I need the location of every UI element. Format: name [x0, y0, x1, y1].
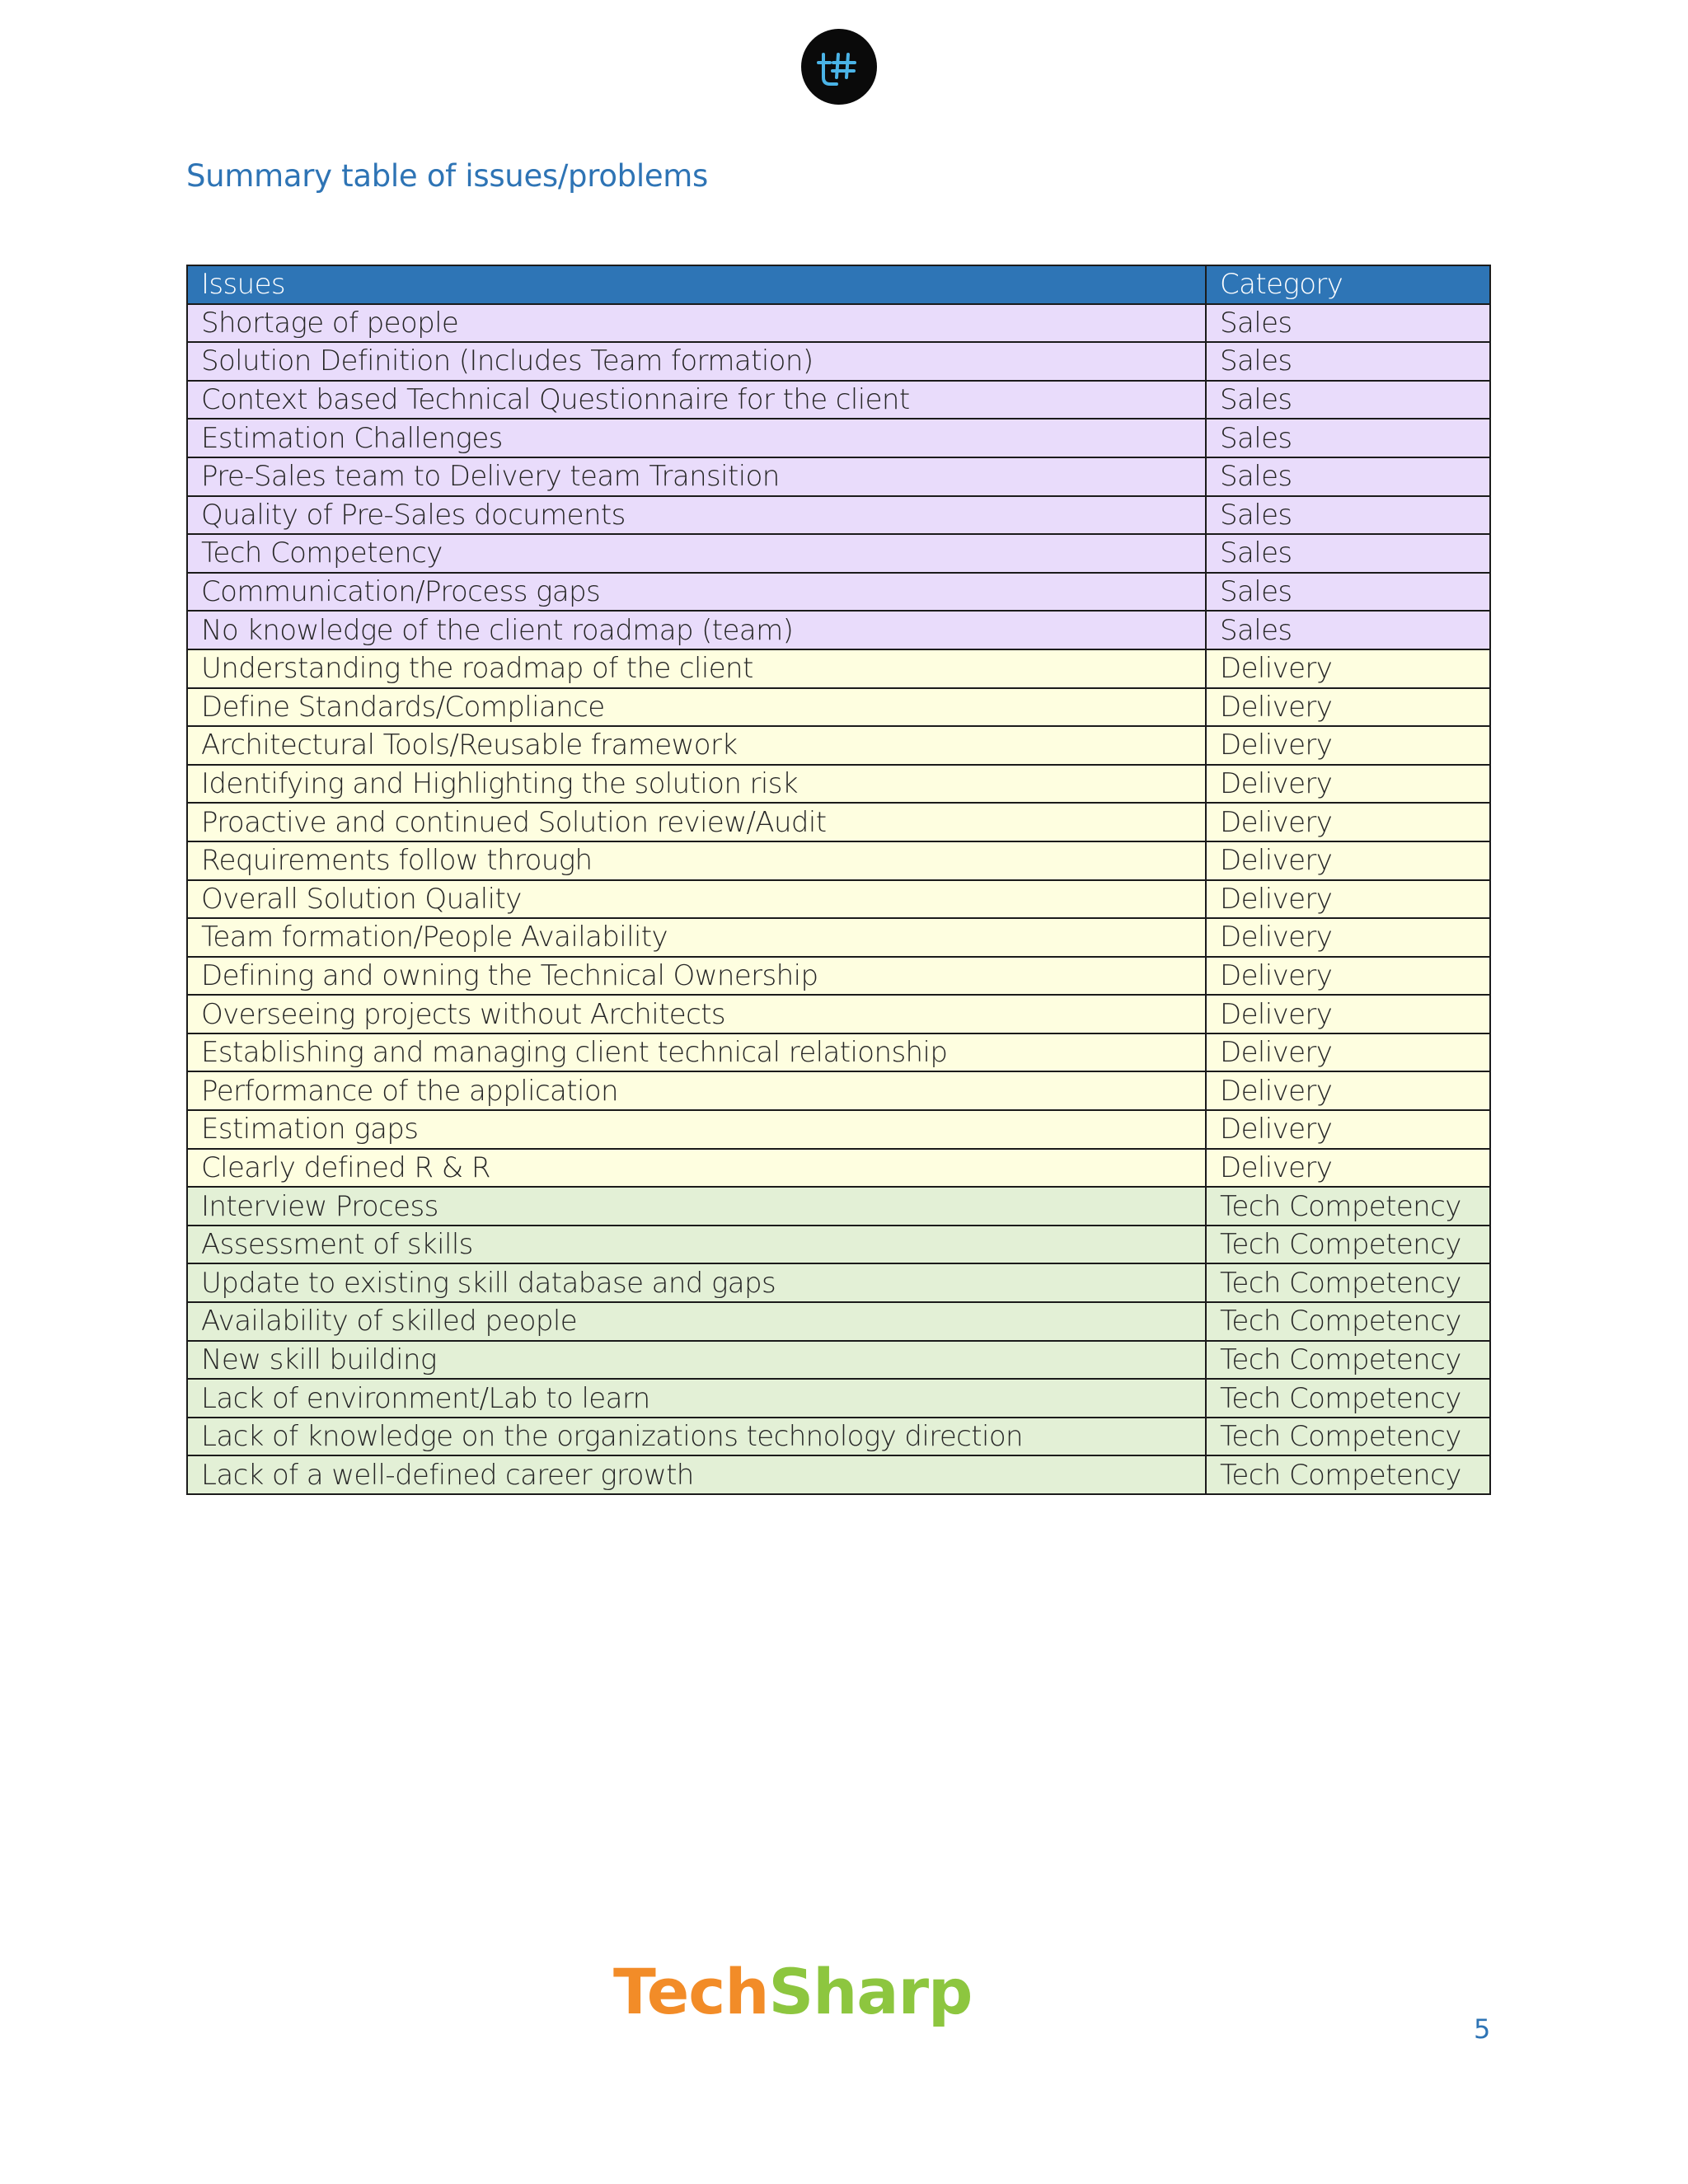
issue-cell: Requirements follow through	[187, 841, 1206, 880]
issue-cell: Defining and owning the Technical Ownership	[187, 957, 1206, 996]
brand-name-sharp: Sharp	[768, 1955, 973, 2028]
category-cell: Sales	[1206, 457, 1490, 496]
table-row	[187, 688, 1490, 727]
category-cell: Delivery	[1206, 688, 1490, 727]
table-row	[187, 803, 1490, 841]
page-number: 5	[1474, 2013, 1491, 2045]
issue-cell: Establishing and managing client technical relationship	[187, 1033, 1206, 1072]
category-cell: Delivery	[1206, 765, 1490, 804]
table-row	[187, 841, 1490, 880]
issue-cell: Team formation/People Availability	[187, 918, 1206, 957]
table-row	[187, 1379, 1490, 1418]
table-row	[187, 496, 1490, 535]
category-cell: Sales	[1206, 304, 1490, 343]
hashtag-logo-glyph	[815, 43, 863, 91]
issue-cell: Context based Technical Questionnaire for the client	[187, 381, 1206, 419]
category-cell: Tech Competency	[1206, 1455, 1490, 1494]
table-row	[187, 1071, 1490, 1110]
table-row	[187, 1033, 1490, 1072]
table-row	[187, 995, 1490, 1033]
category-cell: Sales	[1206, 419, 1490, 457]
table-row	[187, 457, 1490, 496]
category-cell: Sales	[1206, 611, 1490, 649]
table-row	[187, 342, 1490, 381]
issue-cell: New skill building	[187, 1341, 1206, 1380]
category-cell: Delivery	[1206, 957, 1490, 996]
table-row	[187, 1341, 1490, 1380]
category-cell: Delivery	[1206, 1149, 1490, 1188]
issue-cell: Performance of the application	[187, 1071, 1206, 1110]
category-cell: Tech Competency	[1206, 1341, 1490, 1380]
table-row	[187, 1263, 1490, 1302]
category-cell: Sales	[1206, 496, 1490, 535]
category-cell: Delivery	[1206, 995, 1490, 1033]
issue-cell: No knowledge of the client roadmap (team)	[187, 611, 1206, 649]
issue-cell: Define Standards/Compliance	[187, 688, 1206, 727]
issue-cell: Estimation Challenges	[187, 419, 1206, 457]
category-cell: Tech Competency	[1206, 1302, 1490, 1341]
category-cell: Sales	[1206, 573, 1490, 612]
issue-cell: Proactive and continued Solution review/Audit	[187, 803, 1206, 841]
issues-table-body	[187, 304, 1490, 1494]
issue-cell: Update to existing skill database and gaps	[187, 1263, 1206, 1302]
table-row	[187, 1149, 1490, 1188]
table-row	[187, 1187, 1490, 1226]
category-cell: Tech Competency	[1206, 1187, 1490, 1226]
section-title: Summary table of issues/problems	[186, 158, 709, 194]
category-cell: Sales	[1206, 342, 1490, 381]
category-cell: Delivery	[1206, 841, 1490, 880]
brand-name-tech: Tech	[613, 1955, 769, 2028]
table-row	[187, 534, 1490, 573]
issue-cell: Availability of skilled people	[187, 1302, 1206, 1341]
table-row	[187, 381, 1490, 419]
table-row	[187, 726, 1490, 765]
category-cell: Tech Competency	[1206, 1263, 1490, 1302]
issue-cell: Clearly defined R & R	[187, 1149, 1206, 1188]
category-cell: Delivery	[1206, 1110, 1490, 1149]
table-row	[187, 1110, 1490, 1149]
hashtag-logo-icon	[801, 29, 877, 105]
category-cell: Delivery	[1206, 1033, 1490, 1072]
category-cell: Delivery	[1206, 918, 1490, 957]
table-row	[187, 765, 1490, 804]
issues-table	[186, 265, 1491, 1495]
table-row	[187, 880, 1490, 919]
column-header-issues: Issues	[187, 265, 1206, 304]
issue-cell: Tech Competency	[187, 534, 1206, 573]
issue-cell: Assessment of skills	[187, 1226, 1206, 1264]
category-cell: Delivery	[1206, 1071, 1490, 1110]
issue-cell: Interview Process	[187, 1187, 1206, 1226]
issue-cell: Overall Solution Quality	[187, 880, 1206, 919]
category-cell: Delivery	[1206, 649, 1490, 688]
table-row	[187, 1418, 1490, 1456]
category-cell: Delivery	[1206, 803, 1490, 841]
issue-cell: Quality of Pre-Sales documents	[187, 496, 1206, 535]
table-row	[187, 649, 1490, 688]
table-row	[187, 957, 1490, 996]
issue-cell: Architectural Tools/Reusable framework	[187, 726, 1206, 765]
table-row	[187, 918, 1490, 957]
table-row	[187, 611, 1490, 649]
issue-cell: Solution Definition (Includes Team formation)	[187, 342, 1206, 381]
category-cell: Delivery	[1206, 880, 1490, 919]
techsharp-logo	[613, 1955, 972, 2028]
category-cell: Delivery	[1206, 726, 1490, 765]
table-row	[187, 1302, 1490, 1341]
category-cell: Tech Competency	[1206, 1418, 1490, 1456]
issue-cell: Identifying and Highlighting the solution risk	[187, 765, 1206, 804]
table-row	[187, 573, 1490, 612]
table-header-row	[187, 265, 1490, 304]
issue-cell: Overseeing projects without Architects	[187, 995, 1206, 1033]
issue-cell: Understanding the roadmap of the client	[187, 649, 1206, 688]
category-cell: Sales	[1206, 534, 1490, 573]
column-header-category: Category	[1206, 265, 1490, 304]
category-cell: Tech Competency	[1206, 1379, 1490, 1418]
category-cell: Tech Competency	[1206, 1226, 1490, 1264]
table-row	[187, 419, 1490, 457]
table-row	[187, 1226, 1490, 1264]
issue-cell: Communication/Process gaps	[187, 573, 1206, 612]
issue-cell: Lack of environment/Lab to learn	[187, 1379, 1206, 1418]
issue-cell: Pre-Sales team to Delivery team Transition	[187, 457, 1206, 496]
issue-cell: Shortage of people	[187, 304, 1206, 343]
category-cell: Sales	[1206, 381, 1490, 419]
issue-cell: Lack of a well-defined career growth	[187, 1455, 1206, 1494]
issue-cell: Estimation gaps	[187, 1110, 1206, 1149]
table-row	[187, 1455, 1490, 1494]
issue-cell: Lack of knowledge on the organizations technology direction	[187, 1418, 1206, 1456]
table-row	[187, 304, 1490, 343]
